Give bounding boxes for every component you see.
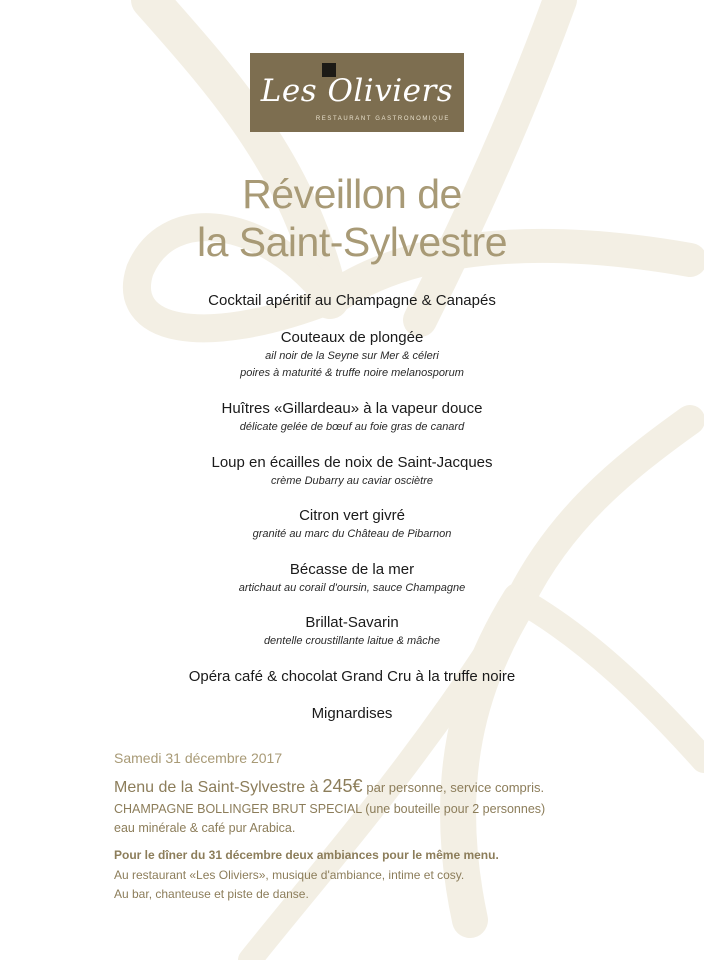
course-name: Opéra café & chocolat Grand Cru à la truffe noire: [188, 668, 516, 685]
course-name: Loup en écailles de noix de Saint-Jacques: [211, 454, 493, 471]
ambiance-info: [114, 866, 674, 904]
logo-subtitle: RESTAURANT GASTRONOMIQUE: [315, 116, 450, 122]
course-name: Brillat-Savarin: [305, 614, 399, 631]
menu-item: [0, 399, 704, 436]
course-name: Huîtres «Gillardeau» à la vapeur douce: [221, 400, 483, 417]
menu-item: [0, 328, 704, 382]
course-name: Couteaux de plongée: [280, 329, 424, 346]
price-label: Menu de la Saint-Sylvestre à: [114, 779, 319, 796]
course-description: crème Dubarry au caviar osciètre: [270, 475, 433, 487]
course-name: Cocktail apéritif au Champagne & Canapés: [208, 292, 496, 309]
page-title-line1: Réveillon de: [242, 171, 462, 217]
menu-item: [0, 506, 704, 543]
logo-name: Les Oliviers: [260, 73, 454, 109]
course-name: Mignardises: [311, 705, 393, 722]
drinks-info: [114, 800, 674, 838]
course-description: granité au marc du Château de Pibarnon: [252, 528, 452, 540]
drinks-line: CHAMPAGNE BOLLINGER BRUT SPECIAL (une bouteille pour 2 personnes): [114, 802, 546, 816]
price-amount: 245€: [322, 776, 363, 796]
course-description: dentelle croustillante laitue & mâche: [263, 635, 441, 647]
restaurant-logo: [250, 53, 464, 132]
course-name: Citron vert givré: [299, 507, 405, 524]
menu-item: [0, 560, 704, 597]
course-name: Bécasse de la mer: [289, 561, 415, 578]
course-description: poires à maturité & truffe noire melanosporum: [240, 367, 464, 379]
ambiance-line: Au bar, chanteuse et piste de danse.: [114, 887, 309, 901]
menu-item: [0, 291, 704, 311]
course-description: ail noir de la Seyne sur Mer & céleri: [265, 350, 439, 362]
menu-item: [0, 704, 704, 724]
event-date: Samedi 31 décembre 2017: [114, 750, 283, 766]
ambiance-line: Au restaurant «Les Oliviers», musique d'ambiance, intime et cosy.: [114, 868, 465, 882]
course-description: artichaut au corail d'oursin, sauce Champagne: [238, 582, 466, 594]
menu-item: [0, 453, 704, 490]
ambiance-title: Pour le dîner du 31 décembre deux ambiances pour le même menu.: [114, 848, 499, 862]
price-line: [114, 776, 674, 797]
menu-item: [0, 667, 704, 687]
page-title-line2: la Saint-Sylvestre: [196, 219, 507, 265]
drinks-line: eau minérale & café pur Arabica.: [114, 821, 296, 835]
course-description: délicate gelée de bœuf au foie gras de canard: [239, 421, 465, 433]
price-details: par personne, service compris.: [366, 780, 545, 795]
menu-item: [0, 613, 704, 650]
